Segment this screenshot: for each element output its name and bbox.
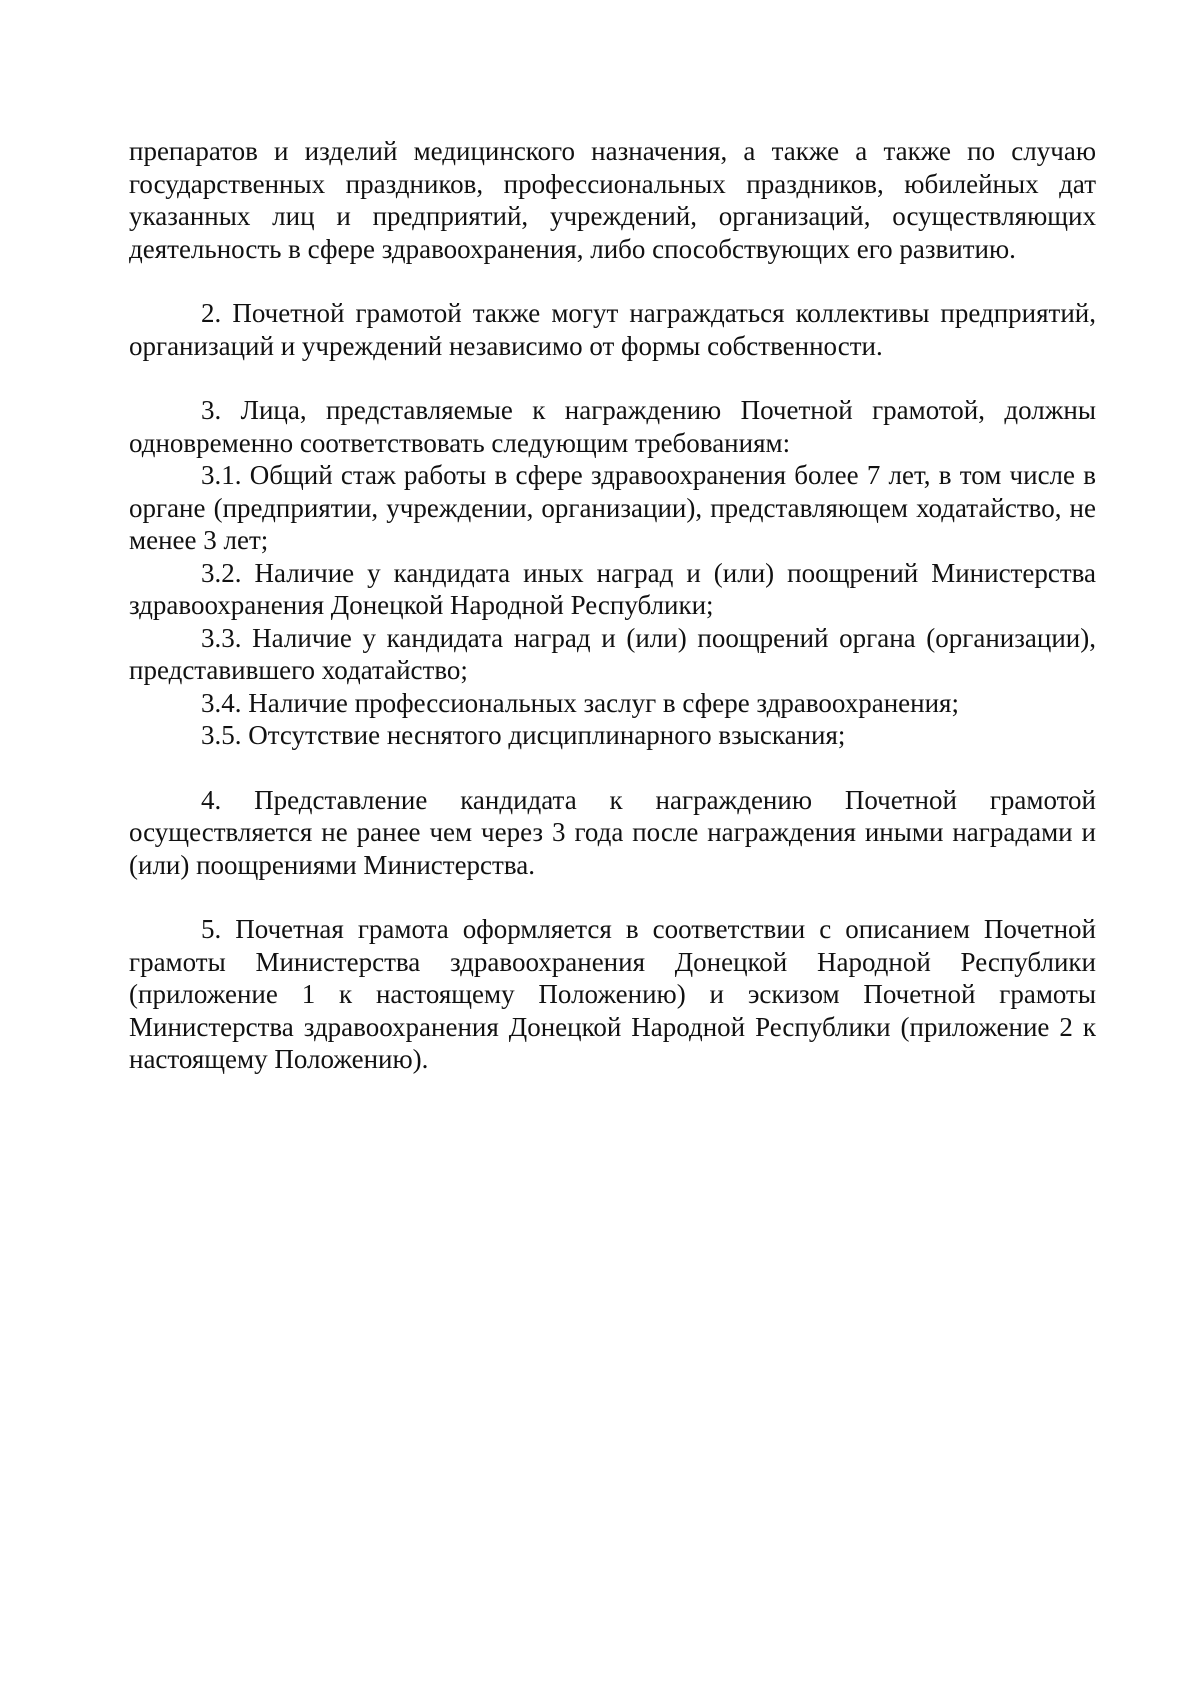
paragraph-3-2: 3.2. Наличие у кандидата иных наград и (или) поощрений Министерства здравоохранения Донецкой Народной Республики; bbox=[129, 557, 1096, 620]
paragraph-2: 2. Почетной грамотой также могут награждаться коллективы предприятий, организаций и учреждений независимо от формы собственности. bbox=[129, 298, 1096, 361]
paragraph-3-1: 3.1. Общий стаж работы в сфере здравоохранения более 7 лет, в том числе в органе (предприятии, учреждении, организации), представляющем ходатайство, не менее 3 лет; bbox=[129, 460, 1096, 555]
paragraph-3-5: 3.5. Отсутствие неснятого дисциплинарного взыскания; bbox=[201, 720, 846, 750]
document-body bbox=[129, 135, 1096, 1076]
paragraph-3-3: 3.3. Наличие у кандидата наград и (или) поощрений органа (организации), представившего ходатайство; bbox=[129, 622, 1096, 685]
paragraph-5: 5. Почетная грамота оформляется в соответствии с описанием Почетной грамоты Министерства здравоохранения Донецкой Народной Республики (приложение 1 к настоящему Положению) и эскизом Почетной грамоты Министерства здравоохранения Донецкой Народной Республики (приложение 2 к настоящему Положению). bbox=[129, 914, 1096, 1074]
paragraph-3-4: 3.4. Наличие профессиональных заслуг в сфере здравоохранения; bbox=[201, 687, 959, 718]
paragraph-continuation: препаратов и изделий медицинского назначения, а также а также по случаю государственных праздников, профессиональных праздников, юбилейных дат указанных лиц и предприятий, учреждений, организаций, осуществляющих деятельность в сфере здравоохранения, либо способствующих его развитию. bbox=[129, 136, 1096, 264]
paragraph-3: 3. Лица, представляемые к награждению Почетной грамотой, должны одновременно соответствовать следующим требованиям: bbox=[129, 395, 1096, 458]
paragraph-4: 4. Представление кандидата к награждению Почетной грамотой осуществляется не ранее чем через 3 года после награждения иными наградами и (или) поощрениями Министерства. bbox=[129, 784, 1096, 880]
